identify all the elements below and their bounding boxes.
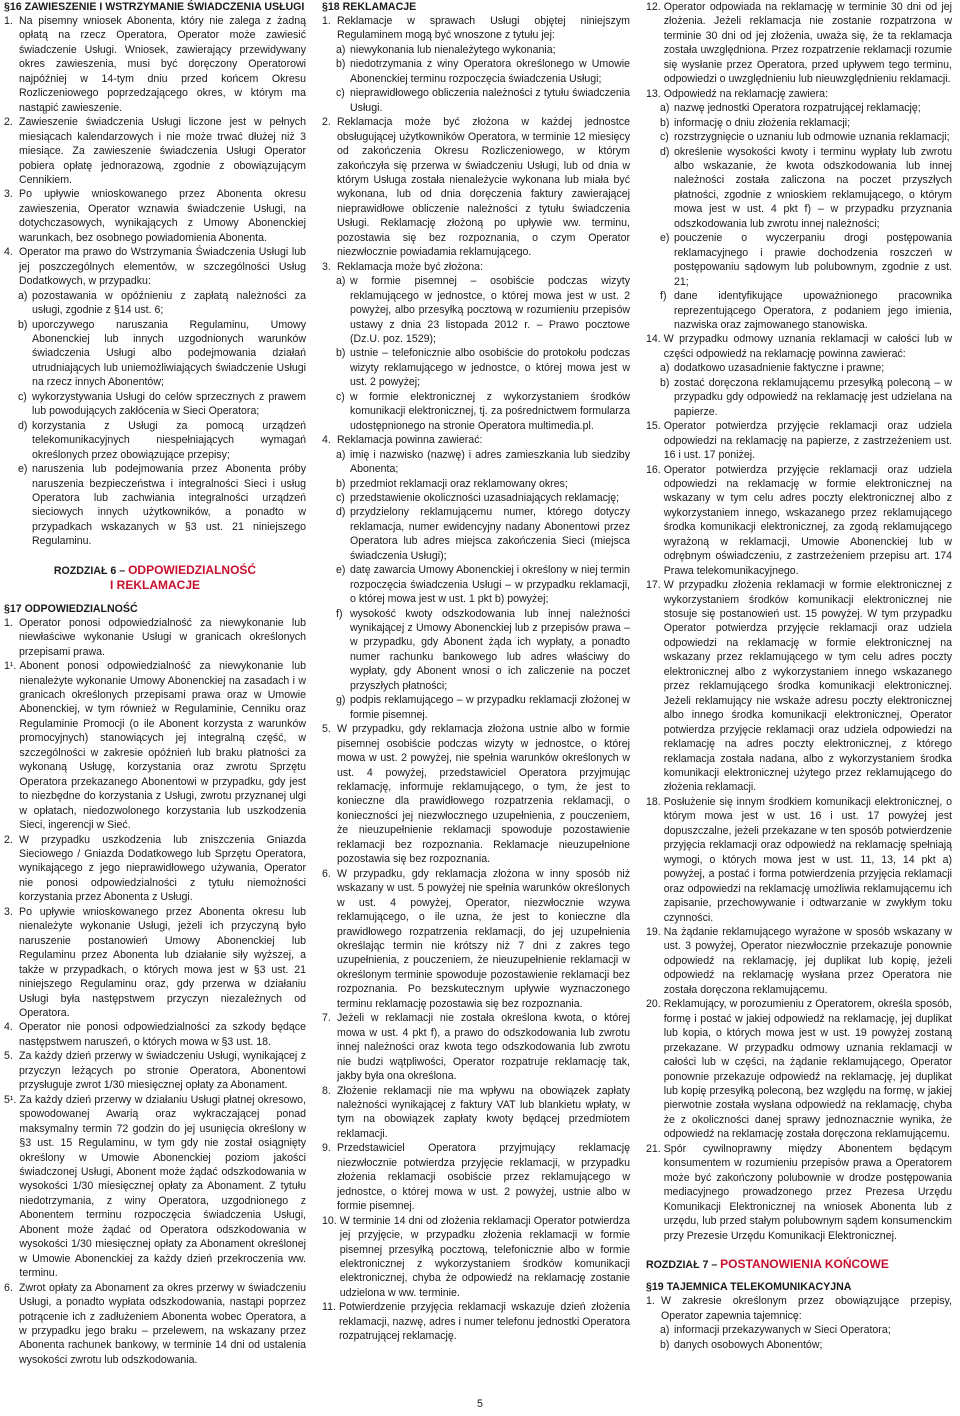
list-item xyxy=(4,616,306,659)
item-text: Na pisemny wniosek Abonenta, który nie zalega z żadną opłatą na rzecz Operatora, Operator może zawiesić świadczenie Usługi. Wniosek, zawierający przewidywany okres zawieszenia, musi być doręczony Operatorowi najpóźniej w 14-tym dniu przed końcem Okresu Rozliczeniowego poprzedzającego okres, w którym ma nastąpić zawieszenie. xyxy=(19,15,306,114)
sub-item-letter: a) xyxy=(660,1324,670,1337)
sub-item-text: wykorzystywania Usługi do celów sprzecznych z prawem lub powodujących zakłócenia w Sieci Operatora; xyxy=(32,390,306,418)
item-text: Reklamacje w sprawach Usługi objętej niniejszym Regulaminem mogą być wnoszone z tytułu jej: xyxy=(337,15,630,42)
sub-item-letter: f) xyxy=(660,290,667,303)
list-item xyxy=(646,795,952,925)
item-number: 15. xyxy=(646,420,661,433)
item-text: Na żądanie reklamującego wyrażone w sposób wskazany w ust. 3 powyżej, Operator niezwłocznie przekazuje ponownie odpowiedź na reklamację, jej duplikat lub kopię, jeżeli odpowiedź na reklamację wysłana przez Operatora nie została doręczona reklamującemu. xyxy=(663,926,952,996)
item-text: Po upływie wnioskowanego przez Abonenta okresu lub nienależyte wykonanie Usługi, jeżeli ich przyczyną było naruszenie postanowień Umowy Abonenckiej lub Regulaminu przez Abonenta lub działanie siły wyższej, a także w przypadkach, o których mowa jest w §3 ust. 21 niniejszego Regulaminu oraz, gdy przerwa w działaniu Usługi była następstwem przyczyn niezależnych od Operatora. xyxy=(19,905,306,1019)
item-text: Reklamacja powinna zawierać: xyxy=(337,434,483,447)
list-item xyxy=(4,1093,306,1281)
sub-item-letter: c) xyxy=(18,390,27,403)
sub-item-text: pouczenie o wyczerpaniu drogi postępowania reklamacyjnego i prawie dochodzenia roszczeń w postępowaniu sądowym lub polubownym, zgodnie z ust. 21; xyxy=(674,232,952,288)
list-item xyxy=(4,659,306,832)
sub-item-text: imię i nazwisko (nazwę) i adres zamieszkania lub siedziby Abonenta; xyxy=(350,448,630,476)
list-item xyxy=(4,1281,306,1368)
sub-item-text: dodatkowo uzasadnienie faktyczne i prawne; xyxy=(674,362,885,375)
sub-item-text: w formie elektronicznej z wykorzystaniem środków komunikacji elektronicznej, tj. za pośrednictwem formularza udostępnionego na stronie Operatora multimedia.pl. xyxy=(350,390,630,432)
sub-item xyxy=(4,419,306,462)
item-text: Zwrot opłaty za Abonament za okres przerwy w świadczeniu Usługi, a ponadto wypłata odszkodowania, nastąpi poprzez potrącenie ich z zadłużeniem Abonenta wobec Operatora, a w przypadku jego braku – przelewem, na wskazany przez Abonenta rachunek bankowy, w terminie 14 dni od ustalenia wysokości zwrotu lub odszkodowania. xyxy=(19,1281,306,1366)
sub-item-text: informację o dniu złożenia reklamacji; xyxy=(674,116,851,129)
item-number: 2. xyxy=(4,116,13,129)
item-number: 3. xyxy=(4,905,13,918)
chapter-7-title: POSTANOWIENIA KOŃCOWE xyxy=(720,1256,889,1271)
sub-item-letter: d) xyxy=(660,145,670,158)
sub-item xyxy=(322,607,630,694)
item-text: W przypadku, gdy reklamacja złożona w inny sposób niż wskazany w ust. 5 powyżej nie spełnia warunków określonych w ust. 4 powyżej, Operator, niezwłocznie wzywa reklamującego, o ile uzna, że jest to konieczne dla prawidłowego rozpatrzenia reklamacji, do jej uzupełnienia określając termin nie krótszy niż 7 dni z zakres tego uzupełnienia, z pouczeniem, że nieuzupełnienie reklamacji w określonym terminie spowoduje pozostawienie reklamacji bez rozpoznania. Po bezskutecznym upływie wyznaczonego terminu reklamację pozostawia się bez rozpoznania. xyxy=(337,867,630,1010)
sub-item-letter: c) xyxy=(336,390,345,403)
sub-item xyxy=(646,231,952,289)
chapter-6-label: ROZDZIAŁ 6 – xyxy=(53,564,126,577)
list-item xyxy=(646,997,952,1142)
sub-item xyxy=(322,505,630,563)
sub-item xyxy=(646,130,952,144)
section-heading-s18: §18 REKLAMACJE xyxy=(322,1,417,13)
sub-item xyxy=(646,116,952,130)
item-text: Operator potwierdza przyjęcie reklamacji oraz udziela odpowiedzi na reklamację na papierze, z zastrzeżeniem ust. 16 i ust. 17 poniżej. xyxy=(663,420,952,462)
list-item xyxy=(4,115,306,187)
item-text: Potwierdzenie przyjęcia reklamacji wskazuje dzień złożenia reklamacji, nazwę, adres i numer telefonu jednostki Operatora rozpatrującej reklamację. xyxy=(338,1301,630,1343)
item-text: Posłużenie się innym środkiem komunikacji elektronicznej, o którym mowa jest w ust. 16 i ust. 17 powyżej jest dopuszczalne, jeżeli przekazane w ten sposób potwierdzenie przyjęcia reklamacji oraz odpowiedź na reklamację spełniają wymogi, o których mowa jest w ust. 11, 13, 14 pkt a) powyżej, a postać i forma potwierdzenia przyjęcia reklamacji oraz odpowiedzi na reklamację umożliwia reklamującemu ich zapisanie, przechowywanie i odtwarzanie w zwykłym toku czynności. xyxy=(663,795,952,924)
list-item xyxy=(4,833,306,905)
list-item xyxy=(322,1011,630,1083)
sub-item xyxy=(646,1338,952,1352)
item-text: Operator ponosi odpowiedzialność za niewykonanie lub niewłaściwe wykonanie Usługi w granicach określonych przepisami prawa. xyxy=(19,616,306,658)
list-item xyxy=(322,1141,630,1213)
sub-item-text: uporczywego naruszania Regulaminu, Umowy Abonenckiej lub innych uzgodnionych warunków świadczenia Usługi albo podejmowania działań utrudniających lub uniemożliwiających świadczenie Usługi na rzecz innych Abonentów; xyxy=(32,318,306,389)
sub-item-letter: a) xyxy=(336,448,346,461)
item-number: 1. xyxy=(646,1295,655,1308)
item-text: Za każdy dzień przerwy w świadczeniu Usługi, wynikającej z przyczyn leżących po stronie Operatora, Abonentowi przysługuje zwrot 1/30 miesięcznej opłaty za Abonament. xyxy=(19,1050,306,1092)
item-number: 14. xyxy=(646,333,661,346)
item-text: Operator potwierdza przyjęcie reklamacji oraz udziela odpowiedzi na reklamację w formie elektronicznej na wskazany w tym celu adres poczty elektronicznej albo z wykorzystaniem innego, wskazanego przez reklamującego środka komunikacji elektronicznej, za zgodą reklamującego wyrażoną w reklamacji, Umowie Abonenckiej lub w odrębnym oświadczeniu, z zastrzeżeniem przepisu art. 174 Prawa telekomunikacyjnego. xyxy=(663,463,952,577)
sub-item-letter: a) xyxy=(18,289,28,302)
item-text: Spór cywilnoprawny między Abonentem będącym konsumentem w rozumieniu przepisów prawa a Operatorem może być zakończony polubownie w drodze postępowania mediacyjnego prowadzonego przez Prezesa Urzędu Komunikacji Elektronicznej na wniosek Abonenta lub z urzędu, lub przed stałym polubownym sądem konsumenckim przy Prezesie Urzędu Komunikacji Elektronicznej. xyxy=(663,1142,952,1242)
s18-continued-list xyxy=(646,0,952,1243)
chapter-6-heading xyxy=(4,563,306,594)
list-item xyxy=(646,87,952,101)
sub-item-text: dane identyfikujące upoważnionego pracownika reprezentującego Operatora, z podaniem jego imienia, nazwiska oraz zajmowanego stanowiska. xyxy=(674,290,952,331)
section-heading-s16: §16 ZAWIESZENIE I WSTRZYMANIE ŚWIADCZENIA USŁUGI xyxy=(4,1,305,13)
sub-item-letter: e) xyxy=(660,232,670,245)
item-number: 6. xyxy=(322,867,331,880)
item-text: Zawieszenie świadczenia Usługi liczone jest w pełnych miesiącach kalendarzowych i nie może trwać dłużej niż 3 miesiące. Za zawieszenie świadczenia Usługi Operator pobiera opłatę jednorazową, zgodnie z obowiązującym Cennikiem. xyxy=(19,116,306,186)
sub-item xyxy=(646,1323,952,1337)
item-number: 1. xyxy=(4,15,13,27)
sub-item-letter: c) xyxy=(336,87,345,100)
sub-item xyxy=(4,390,306,419)
sub-item xyxy=(322,491,630,505)
sub-item-text: datę zawarcia Umowy Abonenckiej i określony w niej termin rozpoczęcia świadczenia Usługi – w przypadku reklamacji, o której mowa jest w ust. 1 pkt b) powyżej; xyxy=(350,564,630,606)
sub-item-text: wysokość kwoty odszkodowania lub innej należności wynikającej z Umowy Abonenckiej lub z przepisów prawa – w przypadku, gdy Abonent żąda ich wypłaty, a ponadto numer rachunku bankowego lub adres właściwy do wypłaty, gdy Abonent wnosi o ich zaliczenie na poczet przyszłych płatności; xyxy=(350,607,630,692)
sub-item xyxy=(322,346,630,389)
sub-item-text: informacji przekazywanych w Sieci Operatora; xyxy=(674,1324,891,1337)
sub-item xyxy=(322,43,630,57)
item-text: W przypadku, gdy reklamacja złożona ustnie albo w formie pisemnej osobiście podczas wizyty w jednostce, o której mowa w ust. 2 powyżej, nie spełnia warunków określonych w ust. 4 powyżej, przedstawiciel Operatora przyjmując reklamację, informuje reklamującego, o tym, że jest to konieczne dla prawidłowego rozpatrzenia reklamacji, o konieczności jej niezwłocznego uzupełnienia, z pouczeniem, że nieuzupełnienie reklamacji spowoduje pozostawienie reklamacji bez rozpoznania. Reklamacje nieuzupełnione pozostawia się bez rozpoznania. xyxy=(337,723,630,866)
item-number: 10. xyxy=(322,1214,337,1227)
item-number: 3. xyxy=(4,188,13,201)
list-item xyxy=(322,722,630,867)
sub-item-text: korzystania z Usługi za pomocą urządzeń telekomunikacyjnych niespełniających wymagań określonych przez obowiązujące przepisy; xyxy=(32,419,306,461)
list-item xyxy=(4,14,306,115)
sub-item xyxy=(322,57,630,86)
item-text: Reklamacja może być złożona w każdej jednostce obsługującej użytkowników Operatora, w terminie 12 miesięcy od zakończenia Okresu Rozliczeniowego, w którym zakończyła się przerwa w świadczeniu Usługi, lub od dnia w którym Usługa została nienależycie wykonana lub miała być wykonana, lub od dnia doręczenia faktury zawierającej nieprawidłowe obliczenie należności z tytułu świadczenia Usługi. Reklamację złożoną po upływie ww. terminu, pozostawia się bez rozpoznania, o czym Operator niezwłocznie powiadamia reklamującego. xyxy=(337,116,630,259)
item-number: 1. xyxy=(4,616,13,629)
item-text: W terminie 14 dni od złożenia reklamacji Operator potwierdza jej przyjęcie, w przypadku złożenia reklamacji w formie pisemnej przesyłką pocztową, telefonicznie albo w formie elektronicznej z wykorzystaniem środków komunikacji elektronicznej, chyba że odpowiedź na reklamację zostanie udzielona w ww. terminie. xyxy=(339,1214,630,1299)
item-number: 5¹. xyxy=(4,1093,17,1106)
sub-item-letter: b) xyxy=(660,116,670,129)
item-number: 9. xyxy=(322,1142,331,1155)
sub-item xyxy=(322,274,630,346)
sub-item-text: pozostawania w opóźnieniu z zapłatą należności za usługi, zgodnie z §14 ust. 6; xyxy=(32,289,306,317)
item-text: Reklamujący, w porozumieniu z Operatorem, określa sposób, formę i postać w jakiej odpowiedź na reklamację, jej duplikat lub kopia, o których mowa jest w ust. 19 powyżej zostaną przekazane. W przypadku odmowy uznania reklamacji w całości lub w części, na żądanie reklamującego, Operator ponownie przekazuje odpowiedź na reklamację, jej duplikat lub kopię przesyłką poleconą, bez względu na formę, w jakiej pierwotnie została wysłana odpowiedź na reklamację, chyba że z okoliczności danej sprawy jednoznacznie wynika, że odpowiedź na reklamację została doręczona reklamującemu. xyxy=(663,998,952,1141)
item-text: W przypadku odmowy uznania reklamacji w całości lub w części odpowiedź na reklamację powinna zawierać: xyxy=(663,333,952,360)
list-item xyxy=(646,463,952,579)
item-number: 4. xyxy=(4,246,13,259)
sub-item-letter: b) xyxy=(18,318,28,331)
sub-item xyxy=(322,448,630,477)
sub-item-letter: e) xyxy=(336,564,346,577)
sub-item-text: przedstawienie okoliczności uzasadniających reklamację; xyxy=(350,491,620,504)
sub-item-letter: b) xyxy=(336,477,346,490)
sub-item-letter: c) xyxy=(660,131,669,144)
sub-item xyxy=(646,289,952,332)
column-middle xyxy=(322,0,630,1344)
list-item xyxy=(322,115,630,260)
list-item xyxy=(646,1142,952,1243)
item-text: Abonent ponosi odpowiedzialność za niewykonanie lub nienależyte wykonanie Umowy Abonenckiej na zasadach i w granicach określonych przepisami prawa oraz w Umowie Abonenckiej, w tym również w Regulaminie, Cenniku oraz Regulaminie Promocji (o ile Abonent korzysta z warunków promocyjnych) stanowiących jej integralną część, w szczególności w zakresie opóźnień lub braku płatności za wykonaną Usługę, korzystania oraz zwrotu Sprzętu Operatora przekazanego Abonentowi w przypadku, gdy jest to niezbędne do korzystania z Usługi, zwrotu przyznanej ulgi w opłatach, niedozwolonego korzystania lub uszkodzenia Sieci, ingerencji w Sieć. xyxy=(19,660,306,832)
list-item xyxy=(4,245,306,288)
list-item xyxy=(322,1300,630,1343)
section-heading-s17: §17 ODPOWIEDZIALNOŚĆ xyxy=(4,602,138,615)
sub-item-letter: a) xyxy=(336,43,346,56)
sub-item-text: przydzielony reklamującemu numer, którego dotyczy reklamacja, numer ewidencyjny nadany Abonentowi przez Operatora lub adres miejsca zakończenia Sieci (miejsca świadczenia Usługi); xyxy=(350,506,630,562)
item-text: W przypadku złożenia reklamacji w formie elektronicznej z wykorzystaniem środków komunikacji elektronicznej nie stosuje się postanowień ust. 15 powyżej. W tym przypadku Operator potwierdza przyjęcie reklamacji oraz udziela odpowiedzi na reklamację w formie elektronicznej na wskazany przez reklamującego w tym celu adres poczty elektronicznej albo z wykorzystaniem innego wskazanego przez reklamującego środka komunikacji elektronicznej. Jeżeli reklamujący nie wskaże adresu poczty elektronicznej albo innego środka komunikacji elektronicznej, Operator potwierdza przyjęcie reklamacji oraz udziela odpowiedzi na reklamację na adres poczty elektronicznej, z którego reklamacja została nadana, albo z wykorzystaniem środka komunikacji elektronicznej użytego przez reklamującego do złożenia reklamacji. xyxy=(663,579,952,794)
column-right xyxy=(646,0,952,1352)
list-item xyxy=(4,905,306,1021)
sub-item xyxy=(322,563,630,606)
list-item xyxy=(4,187,306,245)
item-number: 18. xyxy=(646,795,661,808)
s16-list xyxy=(4,14,306,549)
item-number: 16. xyxy=(646,463,661,476)
list-item xyxy=(646,578,952,795)
sub-item-letter: g) xyxy=(336,694,346,707)
item-number: 1¹. xyxy=(4,660,17,673)
chapter-6-title-line1: ODPOWIEDZIALNOŚĆ xyxy=(128,562,257,577)
sub-item xyxy=(322,693,630,722)
sub-item xyxy=(4,462,306,549)
item-number: 19. xyxy=(646,926,661,938)
sub-item-text: nazwę jednostki Operatora rozpatrującej reklamację; xyxy=(674,102,921,115)
item-number: 2. xyxy=(4,833,13,846)
sub-item-text: niedotrzymania z winy Operatora określonego w Umowie Abonenckiej terminu rozpoczęcia świadczenia Usługi; xyxy=(350,58,630,85)
list-item xyxy=(322,433,630,447)
section-heading-s19: §19 TAJEMNICA TELEKOMUNIKACYJNA xyxy=(646,1281,852,1294)
sub-item-letter: b) xyxy=(336,347,346,360)
item-number: 6. xyxy=(4,1281,13,1294)
item-number: 11. xyxy=(322,1301,336,1314)
sub-item-text: ustnie – telefonicznie albo osobiście do protokołu podczas wizyty reklamującego w jednostce, o której mowa jest w ust. 2 powyżej; xyxy=(350,347,630,389)
sub-item-text: rozstrzygnięcie o uznaniu lub odmowie uznania reklamacji; xyxy=(674,131,950,144)
sub-item-text: w formie pisemnej – osobiście podczas wizyty reklamującego w jednostce, o której mowa jest w ust. 2 powyżej, albo przesyłką pocztową w rozumieniu przepisów ustawy z dnia 23 listopada 2012 r. – Prawo pocztowe (Dz.U. poz. 1529); xyxy=(350,275,630,345)
list-item xyxy=(646,925,952,997)
list-item xyxy=(4,1020,306,1049)
page-number: 5 xyxy=(477,1398,483,1410)
sub-item-text: określenie wysokości kwoty i terminu wypłaty lub zwrotu albo wskazanie, że kwota odszkodowania lub innej należności została zaliczona na poczet przyszłych płatności, zgodnie z wnioskiem reklamującego, o którym mowa jest w ust. 4 pkt f) – w przypadku przyznania odszkodowania lub zwrotu innej należności; xyxy=(674,145,952,230)
sub-item xyxy=(322,86,630,115)
item-number: 4. xyxy=(4,1021,13,1034)
sub-item-text: podpis reklamującego – w przypadku reklamacji złożonej w formie pisemnej. xyxy=(350,694,630,721)
item-text: Po upływie wnioskowanego przez Abonenta okresu zawieszenia, Operator wznawia świadczenie Usługi, na dotychczasowych, wynikających z Umowy Abonenckiej warunkach, bez osobnego powiadomienia Abonenta. xyxy=(19,188,306,244)
sub-item-text: niewykonania lub nienależytego wykonania; xyxy=(350,43,556,56)
sub-item-letter: f) xyxy=(336,607,343,620)
s18-list xyxy=(322,14,630,1344)
item-number: 5. xyxy=(322,723,331,736)
list-item xyxy=(322,14,630,43)
list-item xyxy=(4,1049,306,1092)
item-text: Jeżeli w reklamacji nie została określona kwota, o której mowa w ust. 4 pkt f), a prawo do odszkodowania lub zwrotu innej należności oraz kwota tego odszkodowania lub zwrotu nie budzi wątpliwości, Operator rozpatruje reklamację tak, jakby była ona określona. xyxy=(337,1012,630,1083)
sub-item-letter: a) xyxy=(336,275,346,288)
sub-item-letter: d) xyxy=(18,419,28,432)
chapter-6-title-line2: I REKLAMACJE xyxy=(109,578,200,593)
sub-item-letter: b) xyxy=(660,376,670,389)
item-text: Reklamacja może być złożona: xyxy=(337,260,484,273)
item-text: W zakresie określonym przez obowiązujące przepisy, Operator zapewnia tajemnicę: xyxy=(661,1295,952,1322)
item-number: 3. xyxy=(322,260,331,273)
item-text: Operator nie ponosi odpowiedzialności za szkody będące następstwem naruszeń, o których mowa w §3 ust. 18. xyxy=(19,1021,306,1048)
sub-item-text: danych osobowych Abonentów; xyxy=(674,1338,823,1351)
chapter-7-heading xyxy=(646,1257,952,1273)
item-number: 2. xyxy=(322,116,331,129)
sub-item-letter: c) xyxy=(336,491,345,504)
sub-item xyxy=(646,145,952,232)
s19-list xyxy=(646,1294,952,1352)
list-item xyxy=(322,260,630,274)
sub-item xyxy=(322,390,630,433)
item-number: 13. xyxy=(646,87,661,100)
column-left xyxy=(4,0,306,1367)
item-number: 12. xyxy=(646,1,661,13)
item-number: 7. xyxy=(322,1012,331,1025)
item-text: Odpowiedź na reklamację zawiera: xyxy=(663,87,829,100)
sub-item-letter: d) xyxy=(336,506,346,519)
item-number: 17. xyxy=(646,579,661,592)
item-number: 8. xyxy=(322,1084,331,1097)
sub-item xyxy=(646,101,952,115)
item-text: W przypadku uszkodzenia lub zniszczenia Gniazda Sieciowego / Gniazda Dodatkowego lub Sprzętu Operatora, wynikającego z jego nieprawidłowego używania, Operator nie ponosi odpowiedzialności z tytułu niemożności korzystania przez Abonenta z Usługi. xyxy=(19,833,306,904)
sub-item-text: nieprawidłowego obliczenia należności z tytułu świadczenia Usługi. xyxy=(350,87,630,114)
list-item xyxy=(646,0,952,87)
item-text: Operator odpowiada na reklamację w terminie 30 dni od jej złożenia. Jeżeli reklamacja nie zostanie rozpatrzona w terminie 30 dni od jej złożenia, uważa się, że ta reklamacja została uwzględniona. Przez rozpatrzenie reklamacji rozumie się wysłanie przez Operatora, przed upływem tego terminu, odpowiedzi o uwzględnieniu lub nieuwzględnieniu reklamacji. xyxy=(663,1,952,86)
sub-item-letter: a) xyxy=(660,362,670,375)
list-item xyxy=(646,332,952,361)
sub-item xyxy=(646,361,952,375)
sub-item-letter: b) xyxy=(660,1338,670,1351)
sub-item-letter: a) xyxy=(660,102,670,115)
sub-item xyxy=(4,318,306,390)
item-text: Operator ma prawo do Wstrzymania Świadczenia Usługi lub jej poszczególnych elementów, w szczególności Usług Dodatkowych, w przypadku: xyxy=(19,246,306,288)
chapter-7-label: ROZDZIAŁ 7 – xyxy=(646,1258,718,1271)
item-number: 4. xyxy=(322,434,331,447)
sub-item-letter: b) xyxy=(336,58,346,71)
sub-item-text: zostać doręczona reklamującemu przesyłką poleconą – w przypadku gdy odpowiedź na reklamację jest udzielana na papierze. xyxy=(674,376,952,418)
item-number: 20. xyxy=(646,998,661,1011)
item-text: Złożenie reklamacji nie ma wpływu na obowiązek zapłaty należności wynikającej z faktury VAT lub blankietu wpłaty, w tym na obowiązek zapłaty kwoty będącej przedmiotem reklamacji. xyxy=(337,1084,630,1140)
list-item xyxy=(322,1214,630,1301)
item-text: Przedstawiciel Operatora przyjmujący reklamację niezwłocznie potwierdza przyjęcie reklamacji, w przypadku złożenia reklamacji osobiście przez reklamującego w jednostce, o której mowa w ust. 2 powyżej, ustnie albo w formie pisemnej. xyxy=(337,1142,630,1213)
item-number: 5. xyxy=(4,1050,13,1063)
item-text: Za każdy dzień przerwy w działaniu Usługi płatnej okresowo, spowodowanej Awarią oraz wykraczającej ponad maksymalny termin 72 godzin do jej usunięcia określony w §3 ust. 15 Regulaminu, w tym gdy nie został osiągnięty określony w Umowie Abonenckiej poziom jakości świadczonej Usługi, Abonent może żądać odszkodowania w wysokości 1/30 miesięcznej opłaty za Abonament. Z tytułu niedotrzymania, z winy Operatora, uzgodnionego z Abonentem terminu rozpoczęcia świadczenia Usługi, Abonent może żądać od Operatora odszkodowania w wysokości 1/30 miesięcznej opłaty za Abonament określonej w Umowie Abonenckiej za każdy dzień przekroczenia ww. terminu. xyxy=(19,1093,306,1280)
sub-item-text: przedmiot reklamacji oraz reklamowany okres; xyxy=(350,477,568,490)
list-item xyxy=(646,419,952,462)
item-number: 21. xyxy=(646,1142,661,1155)
s17-list xyxy=(4,616,306,1368)
sub-item xyxy=(646,376,952,419)
item-number: 1. xyxy=(322,15,331,27)
list-item xyxy=(646,1294,952,1323)
sub-item xyxy=(4,289,306,318)
sub-item-letter: e) xyxy=(18,463,28,476)
sub-item xyxy=(322,477,630,491)
list-item xyxy=(322,1084,630,1142)
sub-item-text: naruszenia lub podejmowania przez Abonenta próby naruszenia bezpieczeństwa i integralności Sieci i usług Operatora lub zachwiania integralności urządzeń sieciowych innych użytkowników, a ponadto w przypadkach wskazanych w §3 ust. 21 niniejszego Regulaminu. xyxy=(32,463,306,548)
list-item xyxy=(322,867,630,1012)
